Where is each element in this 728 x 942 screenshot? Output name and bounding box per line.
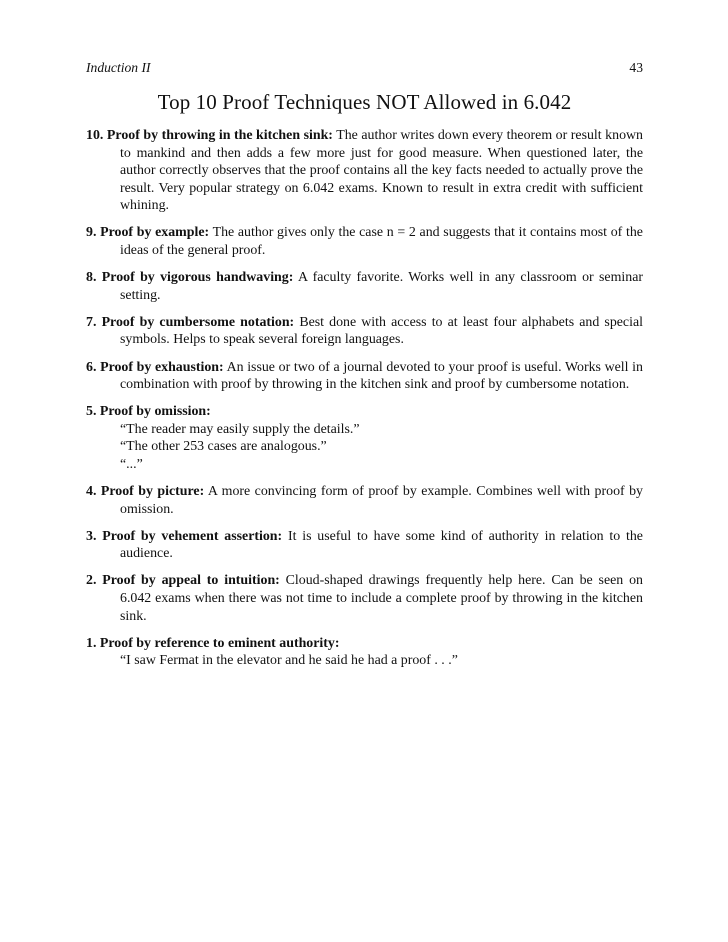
chapter-title: Induction II (86, 60, 151, 75)
list-item (86, 403, 643, 473)
item-text: A more convincing form of proof by example. Combines well with proof by omission. (120, 484, 643, 517)
list-item (86, 359, 643, 394)
item-heading: Proof by reference to eminent authority: (99, 635, 340, 651)
item-text: Cloud-shaped drawings frequently help here. Can be seen on 6.042 exams when there was not time to include a complete proof by throwing in the kitchen sink. (120, 573, 643, 624)
item-heading: Proof by picture: (100, 484, 205, 500)
item-number: 9. (86, 225, 97, 241)
item-number: 6. (86, 359, 97, 375)
item-number: 8. (86, 270, 97, 286)
item-heading: Proof by vehement assertion: (102, 528, 283, 544)
section-title: Top 10 Proof Techniques NOT Allowed in 6.042 (157, 90, 572, 114)
quote-line: “...” (120, 457, 143, 472)
list-item (86, 127, 643, 215)
item-number: 3. (86, 528, 97, 544)
item-text: A faculty favorite. Works well in any classroom or seminar setting. (120, 270, 643, 303)
item-text: It is useful to have some kind of authority in relation to the audience. (120, 528, 643, 562)
item-text: The author writes down every theorem or result known to mankind and then adds a few more just for good measure. When questioned later, the author correctly observes that the proof contains all the key facts needed to actually prove the result. Very popular strategy on 6.042 exams. Known to result in extra credit with sufficient whining. (120, 128, 643, 214)
item-number: 5. (86, 404, 97, 420)
item-heading: Proof by cumbersome notation: (101, 314, 295, 330)
item-heading: Proof by throwing in the kitchen sink: (106, 128, 333, 143)
item-text: Best done with access to at least four alphabets and special symbols. Helps to speak several foreign languages. (120, 314, 643, 348)
list-item (86, 635, 643, 670)
item-text: The author gives only the case n = 2 and suggests that it contains most of the ideas of the general proof. (120, 225, 643, 259)
list-item (86, 224, 643, 259)
quote-line: “I saw Fermat in the elevator and he said he had a proof . . .” (120, 653, 458, 669)
item-number: 7. (86, 314, 97, 330)
list-item (86, 269, 643, 304)
item-heading: Proof by exhaustion: (100, 359, 224, 375)
item-text: An issue or two of a journal devoted to your proof is useful. Works well in combination with proof by throwing in the kitchen sink and proof by cumbersome notation. (120, 359, 643, 393)
item-number: 2. (86, 573, 97, 589)
quote-line: “The reader may easily supply the details.” (120, 421, 360, 437)
item-heading: Proof by example: (100, 225, 210, 241)
item-number: 10. (86, 128, 104, 143)
item-number: 1. (86, 635, 97, 651)
proof-technique-list (86, 127, 643, 670)
list-item (86, 483, 643, 518)
list-item (86, 572, 643, 625)
item-heading: Proof by vigorous handwaving: (101, 270, 294, 286)
item-number: 4. (86, 484, 97, 500)
list-item (86, 314, 643, 349)
list-item (86, 528, 643, 563)
running-header (86, 60, 643, 82)
item-heading: Proof by appeal to intuition: (102, 573, 280, 589)
quote-line: “The other 253 cases are analogous.” (120, 439, 327, 455)
document-page (86, 60, 643, 679)
item-heading: Proof by omission: (99, 404, 211, 420)
page-number: 43 (629, 60, 643, 75)
